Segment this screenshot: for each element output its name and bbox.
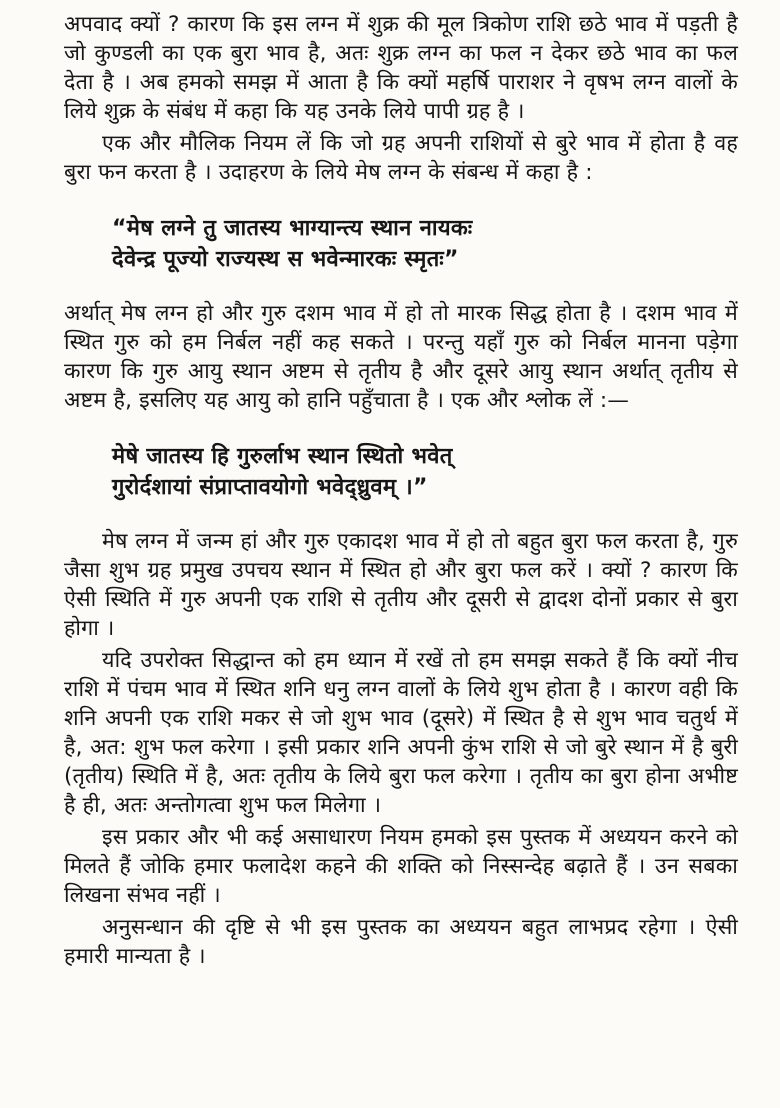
paragraph-shani-dhanu: यदि उपरोक्त सिद्धान्त को हम ध्यान में रखें तो हम समझ सकते हैं कि क्यों नीच राशि में पंचम भाव में स्थित शनि धनु लग्न वालों के लिये शुभ होता है । कारण वही कि शनि अपनी एक राशि मकर से जो शुभ भाव (दूसरे) में स्थित है से शुभ भाव चतुर्थ में है, अत: शुभ फल करेगा । इसी प्रकार शनि अपनी कुंभ राशि से जो बुरे स्थान में है बुरी (तृतीय) स्थिति में है, अतः तृतीय के लिये बुरा फल करेगा । तृतीय का बुरा होना अभीष्ट है ही, अतः अन्तोगत्वा शुभ फल मिलेगा । — [64, 648, 738, 818]
paragraph-asadharan-niyam: इस प्रकार और भी कई असाधारण नियम हमको इस पुस्तक में अध्ययन करने को मिलते हैं जोकि हमार फलादेश कहने की शक्ति को निस्सन्देह बढ़ाते हैं । उन सबका लिखना संभव नहीं । — [64, 825, 738, 908]
shloka-2-line-2: गुरोर्दशायां संप्राप्तावयोगो भवेद्ध्रुवम् ।” — [112, 475, 428, 500]
shloka-1 — [112, 213, 738, 275]
shloka-1-line-2: देवेन्द्र पूज्यो राज्यस्थ स भवेन्मारकः स्मृतः” — [112, 247, 459, 272]
paragraph-guru-ekadash: मेष लग्न में जन्म हां और गुरु एकादश भाव में हो तो बहुत बुरा फल करता है, गुरु जैसा शुभ ग्रह प्रमुख उपचय स्थान में स्थित हो और बुरा फल करें । क्यों ? कारण कि ऐसी स्थिति में गुरु अपनी एक राशि से तृतीय और दूसरी से द्वादश दोनों प्रकार से बुरा होगा । — [64, 529, 738, 641]
shloka-2 — [112, 441, 738, 503]
paragraph-shukra-exception: अपवाद क्यों ? कारण कि इस लग्न में शुक्र की मूल त्रिकोण राशि छठे भाव में पड़ती है जो कुण्डली का एक बुरा भाव है, अतः शुक्र लग्न का फल न देकर छठे भाव का फल देता है । अब हमको समझ में आता है कि क्यों महर्षि पाराशर ने वृषभ लग्न वालों के लिये शुक्र के संबंध में कहा कि यह उनके लिये पापी ग्रह है । — [64, 12, 738, 124]
paragraph-guru-dasham: अर्थात् मेष लग्न हो और गुरु दशम भाव में हो तो मारक सिद्ध होता है । दशम भाव में स्थित गुरु को हम निर्बल नहीं कह सकते । परन्तु यहाँ गुरु को निर्बल मानना पड़ेगा कारण कि गुरु आयु स्थान अष्टम से तृतीय है और दूसरे आयु स्थान अर्थात् तृतीय से अष्टम है, इसलिए यह आयु को हानि पहुँचाता है । एक और श्लोक लें :— — [64, 301, 738, 413]
shloka-2-line-1: मेषे जातस्य हि गुरुर्लाभ स्थान स्थितो भवेत् — [112, 444, 453, 469]
shloka-1-line-1: “मेष लग्ने तु जातस्य भाग्यान्त्य स्थान नायकः — [112, 216, 473, 241]
paragraph-maulik-niyam: एक और मौलिक नियम लें कि जो ग्रह अपनी राशियों से बुरे भाव में होता है वह बुरा फन करता है । उदाहरण के लिये मेष लग्न के संबन्ध में कहा है : — [64, 131, 738, 185]
paragraph-anusandhan: अनुसन्धान की दृष्टि से भी इस पुस्तक का अध्ययन बहुत लाभप्रद रहेगा । ऐसी हमारी मान्यता है । — [64, 915, 738, 969]
